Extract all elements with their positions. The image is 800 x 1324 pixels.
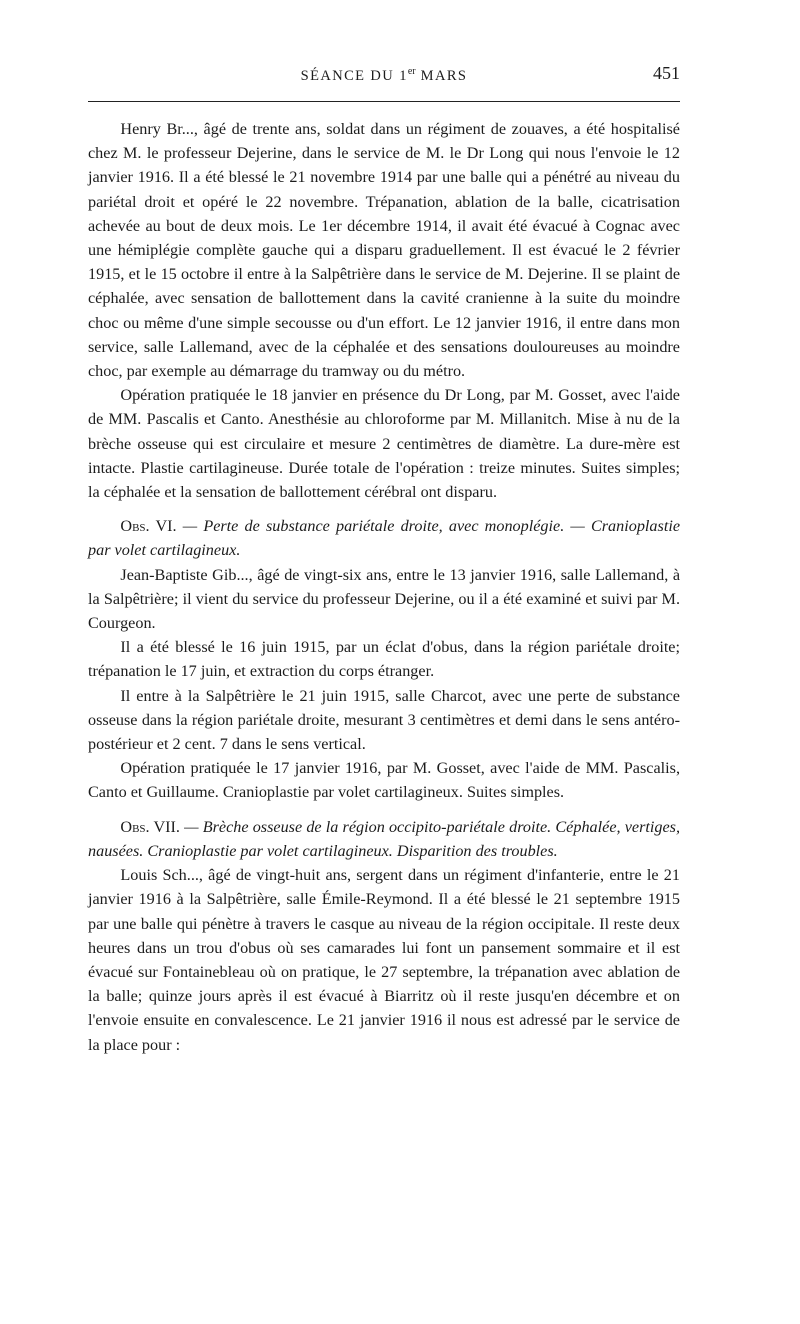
page-number: 451 — [653, 63, 680, 83]
observation-6-title: — Perte de substance pariétale droite, avec monoplégie. — Cranioplastie par volet cartilagineux. — [88, 517, 681, 560]
paragraph-henry-case: Henry Br..., âgé de trente ans, soldat dans un régiment de zouaves, a été hospitalisé chez M. le professeur Dejerine, dans le service de M. le Dr Long qui nous l'envoie le 12 janvier 1916. Il a été blessé le 21 novembre 1914 par une balle qui a pénétré au niveau du pariétal droit et opéré le 22 novembre. Trépanation, ablation de la balle, cicatrisation achevée au bout de deux mois. Le 1er décembre 1914, il avait été évacué à Cognac avec une hémiplégie complète gauche qui a disparu graduellement. Il est évacué le 2 février 1915, et le 15 octobre il entre à la Salpêtrière dans le service de M. Dejerine. Il se plaint de céphalée, avec sensation de ballottement dans la cavité cranienne à la suite du moindre choc ou même d'une simple secousse ou d'un effort. Le 12 janvier 1916, il entre dans mon service, salle Lallemand, avec de la céphalée et des sensations douloureuses au moindre choc, par exemple au démarrage du tramway ou du métro. — [88, 120, 680, 381]
article-body — [88, 117, 680, 1057]
header-rule — [88, 101, 680, 102]
observation-7-heading — [88, 815, 680, 863]
header-title-main: SÉANCE DU 1 — [300, 67, 408, 84]
observation-6-heading — [88, 514, 680, 562]
running-header — [88, 60, 680, 92]
paragraph-louis-case: Louis Sch..., âgé de vingt-huit ans, sergent dans un régiment d'infanterie, entre le 21 janvier 1916 à la Salpêtrière, salle Émile-Reymond. Il a été blessé le 21 septembre 1915 par une balle qui pénètre à travers le casque au niveau de la région occipitale. Il reste deux heures dans un trou d'obus où ses camarades lui font un pansement sommaire et il est évacué sur Fontainebleau où on pratique, le 27 septembre, la trépanation avec ablation de la balle; quinze jours après il est évacué à Biarritz où il reste jusqu'en décembre et on l'envoie ensuite en convalescence. Le 21 janvier 1916 il nous est adressé par le service de la place pour : — [88, 866, 680, 1054]
paragraph-jean-baptiste-injury: Il a été blessé le 16 juin 1915, par un éclat d'obus, dans la région pariétale droite; trépanation le 17 juin, et extraction du corps étranger. — [88, 638, 680, 681]
header-title — [88, 66, 680, 85]
paragraph-jean-baptiste-admission: Il entre à la Salpêtrière le 21 juin 1915, salle Charcot, avec une perte de substance osseuse dans la région pariétale droite, mesurant 3 centimètres et demi dans le sens antéro-postérieur et 2 cent. 7 dans le sens vertical. — [88, 686, 680, 754]
header-title-month: MARS — [415, 67, 468, 84]
header-title-superscript: er — [407, 66, 416, 77]
observation-7-number: Obs. VII. — [120, 817, 180, 836]
paragraph-operation-1: Opération pratiquée le 18 janvier en présence du Dr Long, par M. Gosset, avec l'aide de MM. Pascalis et Canto. Anesthésie au chloroforme par M. Millanitch. Mise à nu de la brèche osseuse qui est circulaire et mesure 2 centimètres de diamètre. La dure-mère est intacte. Plastie cartilagineuse. Durée totale de l'opération : treize minutes. Suites simples; la céphalée et la sensation de ballottement cérébral ont disparu. — [88, 386, 680, 502]
observation-6-number: Obs. VI. — [120, 517, 177, 536]
observation-7-title: — Brèche osseuse de la région occipito-pariétale droite. Céphalée, vertiges, nausées. Cranioplastie par volet cartilagineux. Disparition des troubles. — [88, 817, 681, 860]
paragraph-jean-baptiste-intro: Jean-Baptiste Gib..., âgé de vingt-six ans, entre le 13 janvier 1916, salle Lallemand, à la Salpêtrière; il vient du service du professeur Dejerine, ou il a été examiné et suivi par M. Courgeon. — [88, 565, 680, 633]
paragraph-operation-2: Opération pratiquée le 17 janvier 1916, par M. Gosset, avec l'aide de MM. Pascalis, Canto et Guillaume. Cranioplastie par volet cartilagineux. Suites simples. — [88, 759, 680, 802]
